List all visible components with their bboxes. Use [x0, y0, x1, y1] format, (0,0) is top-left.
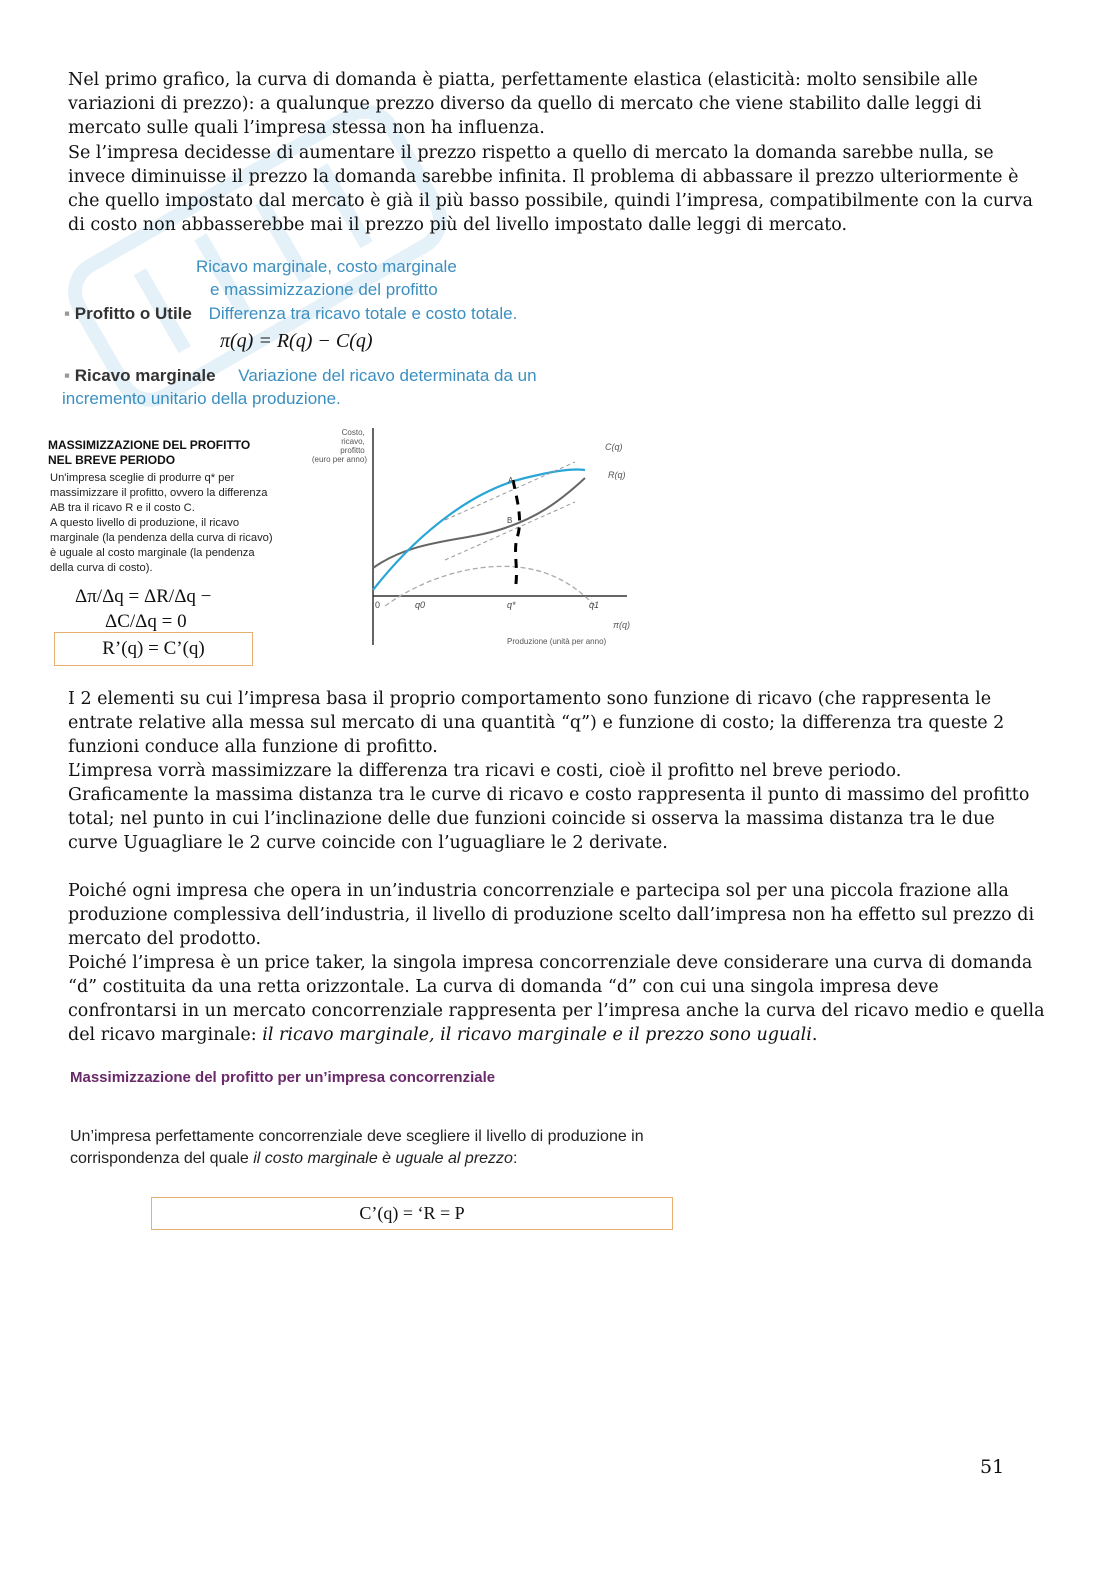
paragraph-functions: I 2 elementi su cui l’impresa basa il proprio comportamento sono funzione di ricavo (che rappresenta le entrate relative alla messa sul mercato di una quantità “q”) e funzione di costo; la differenza tra queste 2 funzioni conduce alla funzione di profitto. — [68, 689, 1005, 757]
bullet-profitto-label: Profitto o Utile — [74, 304, 192, 323]
point-a-label: A — [508, 476, 514, 485]
tangent-line-cost — [445, 502, 575, 560]
paragraph-graphically: Graficamente la massima distanza tra le curve di ricavo e costo rappresenta il punto di massimo del profitto total; nel punto in cui l’inclinazione delle due funzioni coincide si osserva la massima distanza tra le due curve Uguagliare le 2 curve coincide con l’uguagliare le 2 derivate. — [68, 785, 1030, 853]
derivative-equation-2: ΔC/Δq = 0 — [105, 611, 187, 632]
tick-q1: q1 — [589, 600, 600, 610]
profit-formula: π(q) = R(q) − C(q) — [220, 330, 373, 352]
slide-title: Ricavo marginale, costo marginale e massimizzazione del profitto — [196, 257, 457, 299]
paragraph-price-change: Se l’impresa decidesse di aumentare il prezzo rispetto a quello di mercato la domanda sarebbe nulla, se invece diminuisse il prezzo la domanda sarebbe infinita. Il problema di abbassare il prezzo ulteriormente è che quello impostato dal mercato è già il più basso possibile, quindi l’impresa, compatibilmente con la curva di costo non abbasserebbe mai il prezzo più del livello impostato dalle leggi di mercato. — [68, 143, 1033, 235]
page-number: 51 — [980, 1456, 1005, 1478]
revenue-curve — [373, 469, 585, 590]
profit-chart — [295, 420, 640, 652]
equation-box: R’(q) = C’(q) — [54, 632, 253, 666]
y-axis-label: Costo, ricavo, profitto (euro per anno) — [311, 428, 367, 464]
cost-curve-label: C(q) — [605, 442, 623, 452]
point-b-label: B — [507, 516, 513, 525]
bullet-ricavo-text-2: incremento unitario della produzione. — [62, 389, 341, 408]
x-axis-label: Produzione (unità per anno) — [507, 637, 607, 646]
paragraph-competitive-industry: Poiché ogni impresa che opera in un’industria concorrenziale e partecipa sol per una piccola frazione alla produzione complessiva dell’industria, il livello di produzione scelto dall’impresa non ha effetto sul prezzo di mercato del prodotto. — [68, 881, 1035, 949]
tick-q0: q0 — [415, 600, 426, 610]
bullet-profitto-text: Differenza tra ricavo totale e costo totale. — [208, 304, 518, 323]
figure-title: MASSIMIZZAZIONE DEL PROFITTO NEL BREVE PERIODO — [48, 438, 251, 467]
derivative-equation-1: Δπ/Δq = ΔR/Δq − — [75, 586, 212, 607]
tick-q-star: q* — [507, 600, 516, 610]
q-star-marker — [513, 480, 520, 590]
competitive-firm-text: Un’impresa perfettamente concorrenziale deve scegliere il livello di produzione in corrispondenza del quale il costo marginale è uguale al prezzo: — [70, 1128, 644, 1167]
paragraph-price-taker: Poiché l’impresa è un price taker, la singola impresa concorrenziale deve considerare una curva di domanda “d” costituita da una retta orizzontale. La curva di domanda “d” con cui una singola impresa deve confrontarsi in un mercato concorrenziale rappresenta per l’impresa anche la curva del ricavo medio e quella del ricavo marginale: il ricavo marginale, il ricavo marginale e il prezzo sono uguali. — [68, 953, 1045, 1045]
figure-description: Un'impresa sceglie di produrre q* per massimizzare il profitto, ovvero la differenza AB tra il ricavo R e il costo C. A questo livello di produzione, il ricavo marginale (la pendenza della curva di ricavo) è uguale al costo marginale (la pendenza della curva di costo). — [50, 472, 273, 574]
paragraph-demand-curve: Nel primo grafico, la curva di domanda è piatta, perfettamente elastica (elasticità: molto sensibile alle variazioni di prezzo): a qualunque prezzo diverso da quello di mercato che viene stabilito dalle leggi di mercato sulle quali l’impresa stessa non ha influenza. — [68, 70, 982, 138]
bullet-profitto: ▪ Profitto o Utile Differenza tra ricavo totale e costo totale. — [64, 304, 518, 323]
bullet-ricavo-marginale: ▪ Ricavo marginale Variazione del ricavo determinata da un — [64, 366, 537, 385]
competitive-equation-box: C’(q) = ‘R = P — [151, 1197, 673, 1230]
revenue-curve-label: R(q) — [608, 470, 626, 480]
tick-zero: 0 — [375, 600, 381, 610]
profit-curve-label: π(q) — [613, 620, 631, 630]
bullet-ricavo-text: Variazione del ricavo determinata da un — [238, 366, 537, 385]
bullet-ricavo-label: Ricavo marginale — [74, 366, 216, 385]
tangent-line-revenue — [445, 462, 575, 520]
paragraph-maximize: L’impresa vorrà massimizzare la differenza tra ricavi e costi, cioè il profitto nel breve periodo. — [68, 761, 902, 781]
competitive-firm-title: Massimizzazione del profitto per un’impresa concorrenziale — [70, 1069, 496, 1086]
